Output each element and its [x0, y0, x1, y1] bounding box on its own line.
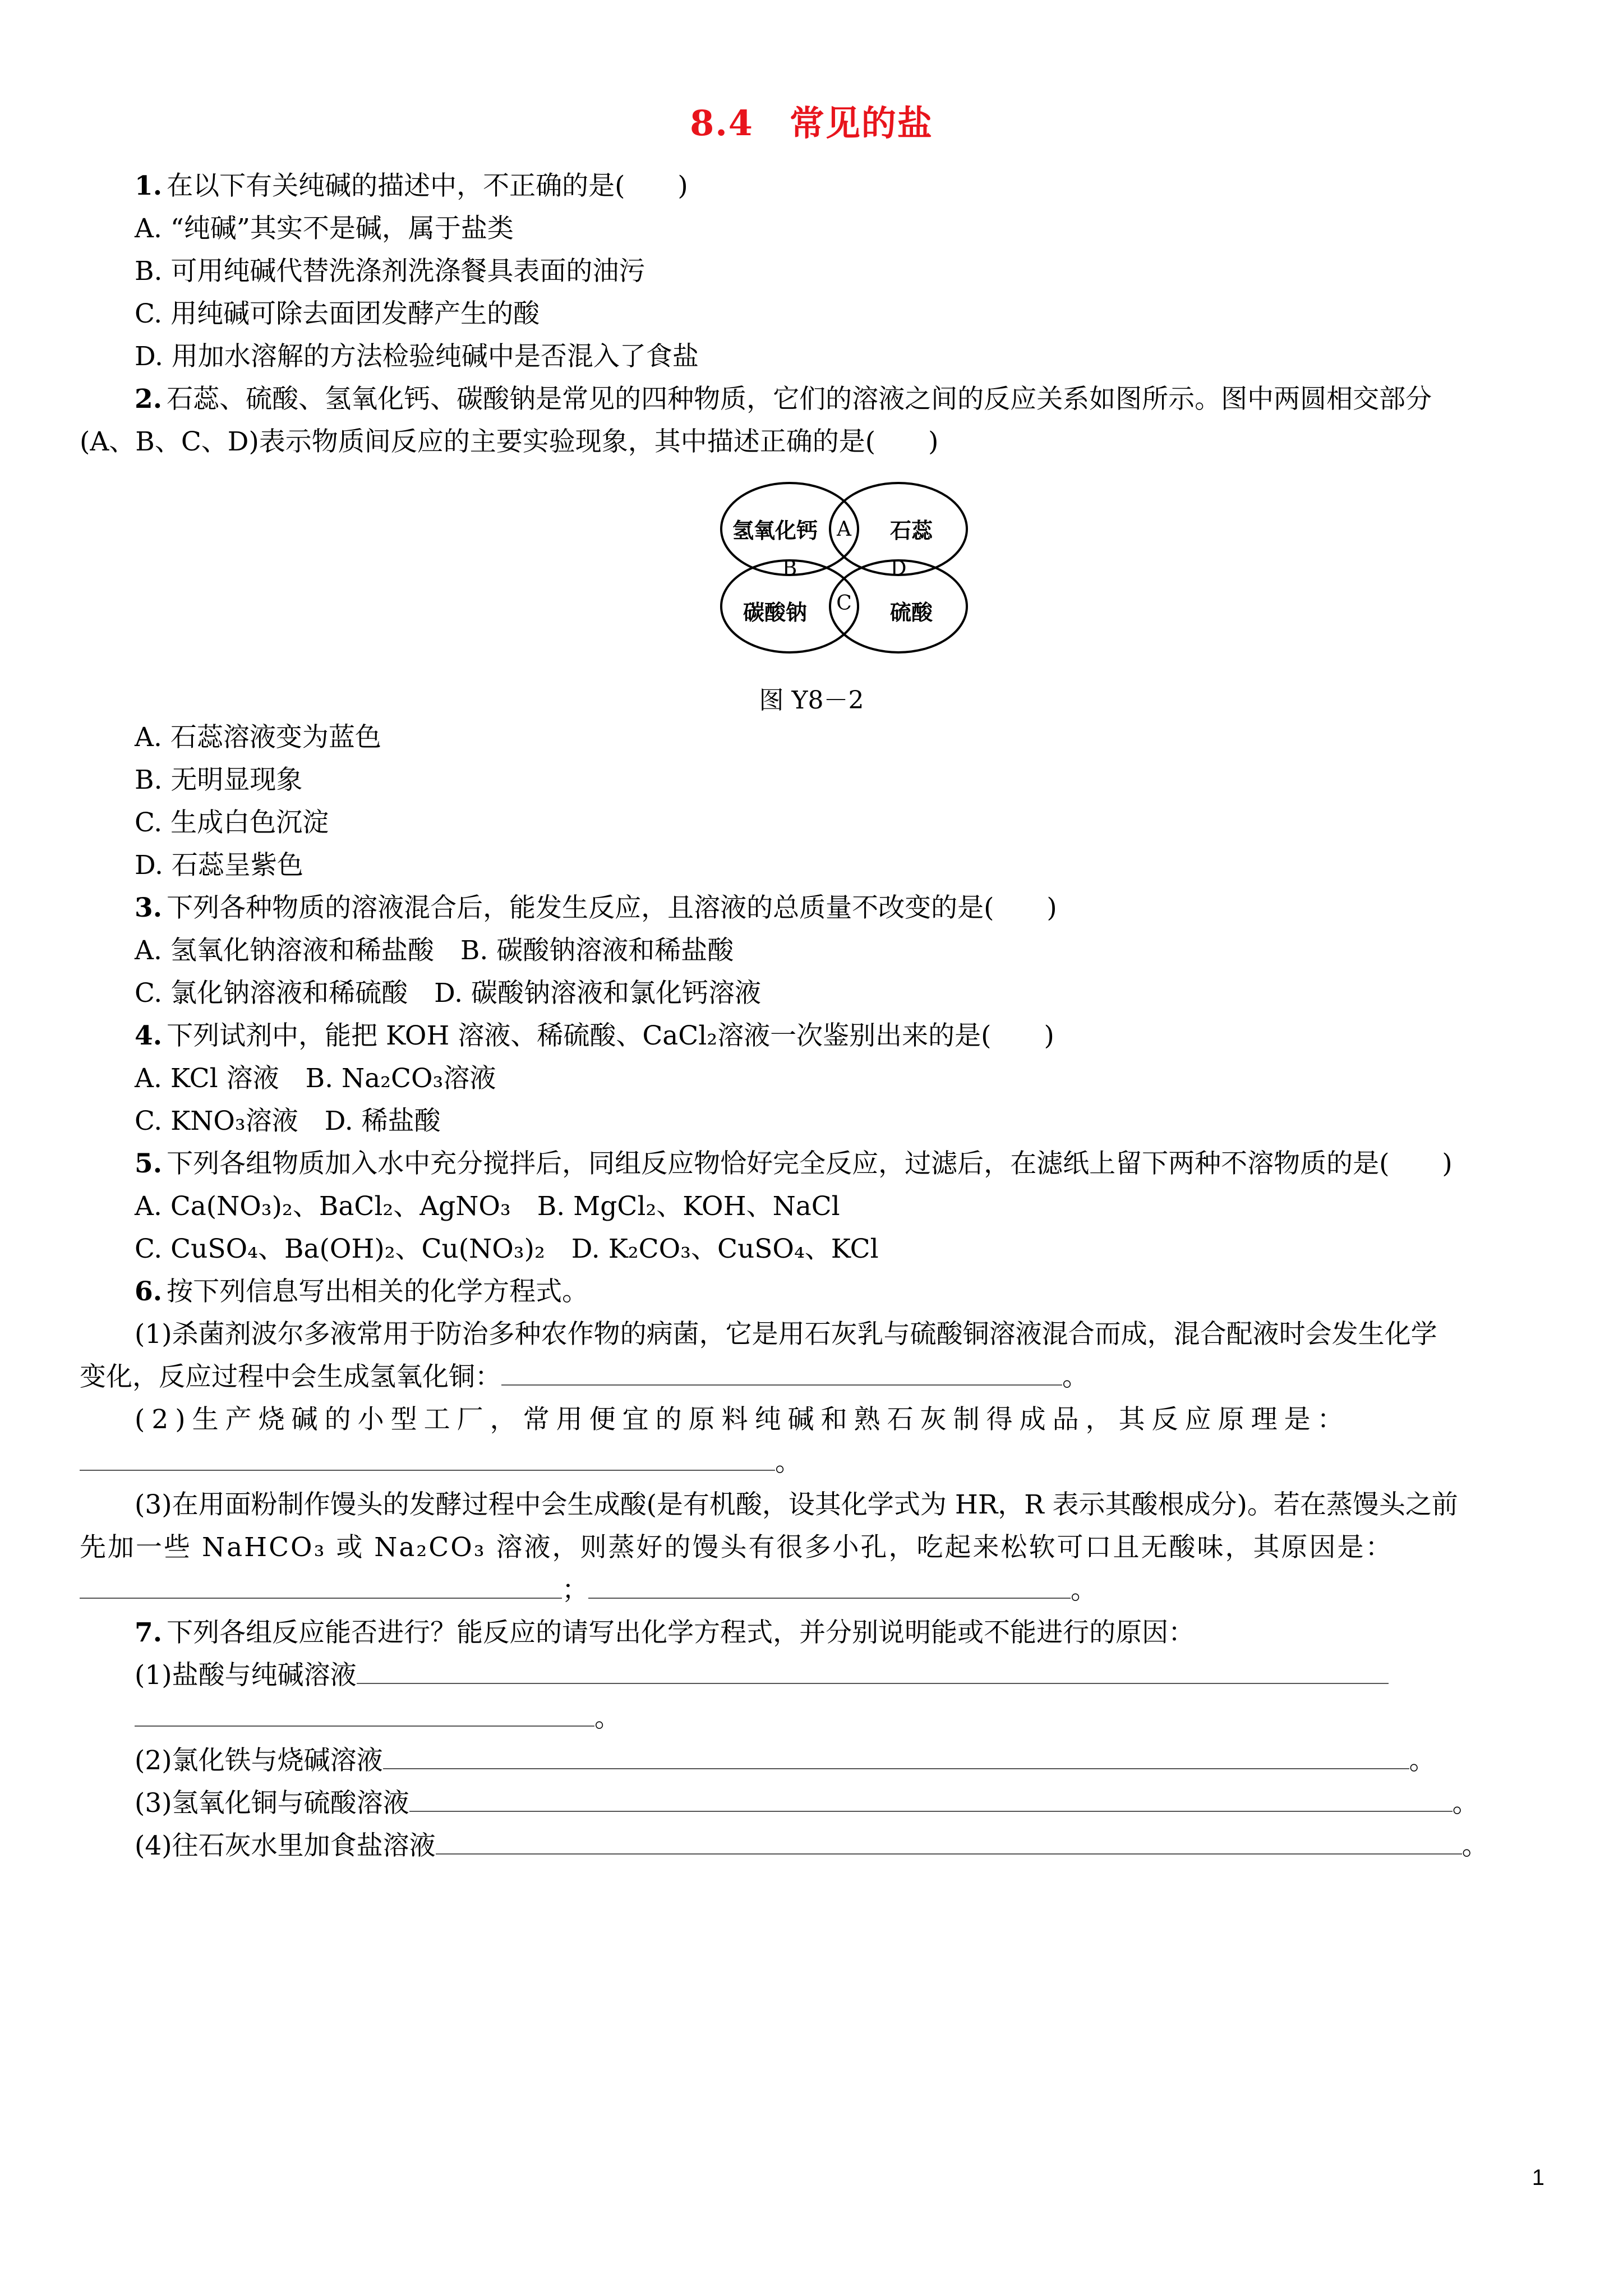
question-2-stem-cont: (A、B、C、D)表示物质间反应的主要实验现象，其中描述正确的是( ): [80, 426, 939, 457]
q4-options-ab: A. KCl 溶液 B. Na₂CO₃溶液: [135, 1063, 496, 1094]
q6-part1-line1: (1)杀菌剂波尔多液常用于防治多种农作物的病菌，它是用石灰乳与硫酸铜溶液混合而成，混合配液时会发生化学: [135, 1319, 1437, 1350]
question-number: 6.: [135, 1276, 163, 1307]
label-sulfuric-acid: 硫酸: [889, 600, 933, 625]
q6-part3-line2: 先加一些 NaHCO₃ 或 Na₂CO₃ 溶液，则蒸好的馒头有很多小孔，吃起来松软可口且无酸味，其原因是：: [80, 1532, 1394, 1563]
q7-item-1: [135, 1659, 1389, 1692]
end-mark: 。: [1071, 1575, 1097, 1605]
q1-option-b: B. 可用纯碱代替洗涤剂洗涤餐具表面的油污: [135, 256, 645, 287]
q3-options-cd: C. 氯化钠溶液和稀硫酸 D. 碳酸钠溶液和氯化钙溶液: [135, 978, 762, 1009]
question-number: 5.: [135, 1148, 163, 1179]
q1-option-a: A. “纯碱”其实不是碱，属于盐类: [135, 213, 514, 244]
q2-option-c: C. 生成白色沉淀: [135, 807, 329, 838]
q6-part2-line2: [80, 1446, 801, 1479]
question-text: 按下列信息写出相关的化学方程式。: [167, 1276, 589, 1307]
answer-blank[interactable]: [588, 1575, 1071, 1599]
answer-blank[interactable]: [436, 1831, 1462, 1855]
q6-part1-text: 变化，反应过程中会生成氢氧化铜：: [80, 1361, 501, 1392]
venn-diagram: [718, 480, 976, 659]
question-text: 下列试剂中，能把 KOH 溶液、稀硫酸、CaCl₂溶液一次鉴别出来的是( ): [167, 1020, 1054, 1051]
q7-item-2-text: (2)氯化铁与烧碱溶液: [135, 1745, 383, 1776]
q7-item-2: [135, 1744, 1436, 1778]
label-region-d: D: [890, 557, 907, 580]
q7-item-3-text: (3)氢氧化铜与硫酸溶液: [135, 1788, 409, 1819]
q5-options-ab: A. Ca(NO₃)₂、BaCl₂、AgNO₃ B. MgCl₂、KOH、NaCl: [135, 1191, 840, 1222]
question-text: 在以下有关纯碱的描述中，不正确的是( ): [167, 171, 688, 201]
q2-option-d: D. 石蕊呈紫色: [135, 850, 303, 881]
question-text: 下列各种物质的溶液混合后，能发生反应，且溶液的总质量不改变的是( ): [167, 892, 1057, 923]
end-mark: 。: [1452, 1788, 1479, 1819]
q7-item-1-text: (1)盐酸与纯碱溶液: [135, 1660, 357, 1691]
question-number: 3.: [135, 892, 163, 923]
question-number: 4.: [135, 1020, 163, 1051]
end-mark: 。: [1062, 1361, 1089, 1392]
q3-options-ab: A. 氢氧化钠溶液和稀盐酸 B. 碳酸钠溶液和稀盐酸: [135, 935, 734, 966]
answer-blank[interactable]: [80, 1575, 562, 1599]
end-mark: 。: [594, 1703, 621, 1733]
answer-blank[interactable]: [409, 1788, 1453, 1812]
question-text: 下列各组反应能否进行？能反应的请写出化学方程式，并分别说明能或不能进行的原因：: [167, 1617, 1195, 1648]
page-number: 1: [1532, 2165, 1544, 2190]
q7-item-3: [135, 1787, 1479, 1820]
q6-part3-line3: [80, 1573, 1097, 1607]
answer-blank[interactable]: [383, 1746, 1409, 1769]
q1-option-d: D. 用加水溶解的方法检验纯碱中是否混入了食盐: [135, 341, 699, 372]
label-region-b: B: [782, 557, 797, 580]
label-sodium-carbonate: 碳酸钠: [743, 600, 808, 625]
question-number: 1.: [135, 171, 163, 201]
question-3-stem: [135, 891, 1057, 925]
q5-options-cd: C. CuSO₄、Ba(OH)₂、Cu(NO₃)₂ D. K₂CO₃、CuSO₄、KCl: [135, 1234, 879, 1264]
end-mark: 。: [1461, 1830, 1488, 1861]
figure-caption: 图 Y8－2: [759, 686, 864, 715]
label-region-a: A: [837, 518, 851, 541]
question-1-stem: [135, 169, 688, 203]
end-mark: 。: [775, 1447, 801, 1478]
q2-option-b: B. 无明显现象: [135, 765, 303, 795]
q6-part1-line2: [80, 1360, 1089, 1394]
question-4-stem: [135, 1019, 1054, 1053]
q1-option-c: C. 用纯碱可除去面团发酵产生的酸: [135, 298, 540, 329]
answer-blank[interactable]: [80, 1447, 775, 1471]
label-litmus: 石蕊: [889, 518, 933, 543]
q4-options-cd: C. KNO₃溶液 D. 稀盐酸: [135, 1106, 441, 1137]
page-title: 8.4 常见的盐: [690, 103, 933, 144]
q2-option-a: A. 石蕊溶液变为蓝色: [135, 722, 381, 753]
question-7-stem: [135, 1616, 1195, 1650]
q7-item-4: [135, 1829, 1488, 1863]
semicolon: ；: [562, 1575, 588, 1605]
question-text: 下列各组物质加入水中充分搅拌后，同组反应物恰好完全反应，过滤后，在滤纸上留下两种不溶物质的是( ): [167, 1148, 1453, 1179]
q6-part2-line1: (2)生产烧碱的小型工厂，常用便宜的原料纯碱和熟石灰制得成品，其反应原理是：: [135, 1404, 1350, 1435]
q7-item-1-cont: [135, 1701, 621, 1735]
q6-part3-line1: (3)在用面粉制作馒头的发酵过程中会生成酸(是有机酸，设其化学式为 HR，R 表示其酸根成分)。若在蒸馒头之前: [135, 1489, 1458, 1520]
answer-blank[interactable]: [501, 1362, 1062, 1386]
question-number: 2.: [135, 384, 163, 415]
answer-blank[interactable]: [135, 1703, 594, 1727]
question-number: 7.: [135, 1617, 163, 1648]
end-mark: 。: [1409, 1745, 1436, 1776]
question-6-stem: [135, 1275, 588, 1309]
question-5-stem: [135, 1147, 1453, 1181]
answer-blank[interactable]: [357, 1660, 1389, 1684]
q7-item-4-text: (4)往石灰水里加食盐溶液: [135, 1830, 436, 1861]
label-region-c: C: [836, 592, 852, 615]
question-text: 石蕊、硫酸、氢氧化钙、碳酸钠是常见的四种物质，它们的溶液之间的反应关系如图所示。图中两圆相交部分: [167, 384, 1432, 415]
question-2-stem: [135, 383, 1432, 416]
label-calcium-hydroxide: 氢氧化钙: [732, 518, 818, 543]
